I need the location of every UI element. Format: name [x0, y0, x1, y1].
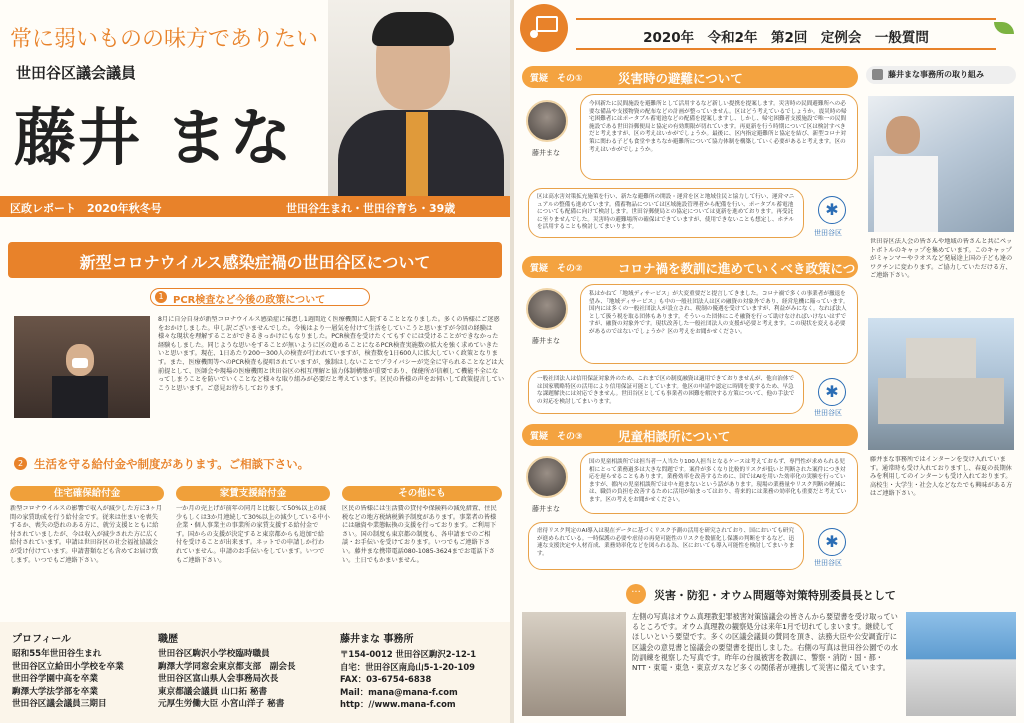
footer-info: [0, 622, 510, 723]
profile-line: 世田谷区議会議員三期目: [12, 699, 107, 709]
sidebar-title: 藤井まな事務所の取り組み: [888, 70, 984, 79]
lecture-icon: [520, 4, 568, 52]
career-line: 世田谷区富山県人会事務局次長: [158, 674, 279, 684]
career-block: [158, 630, 336, 711]
profile-block: [12, 630, 152, 711]
col-rent: [176, 486, 330, 617]
flood-drill-photo: [906, 612, 1016, 716]
sidebar-header: [866, 66, 1016, 84]
office-home: 自宅：世田谷区南烏山5-1-20-109: [340, 661, 475, 672]
q2-header: [522, 256, 858, 278]
setagaya-label: 世田谷区: [814, 559, 842, 567]
board-shape: [536, 16, 558, 32]
sec2-title: 生活を守る給付金や制度があります。ご相談下さい。: [34, 457, 310, 471]
portrait-tie: [406, 112, 428, 200]
profile-line: 昭和55年世田谷生まれ: [12, 649, 102, 659]
profile-line: 世田谷区立給田小学校を卒業: [12, 661, 124, 672]
left-page: [0, 0, 510, 723]
col-rent-body: 一か月の売上げが前年の同月と比較して50%以上の減少もしくは3か月連続して30%以上の減少している中小企業・個人事業主の事業所の家賃支援する給付金です。国からの支援が決定すると東京都からも追加で給付を受けることが出来ます。ネットでの申請しか行われていません。申請のお手伝いをしています。いつでもご連絡下さい。: [176, 505, 330, 564]
q1-response: 区は高水害対策拡充施策を行い、新たな避難所の開設・運営を区と地域住民と協力して行い、運営マニュアルの整備も進めています。備蓄物品については区域施設管理者から配備を行い、ポータブル蓄電池についても配備に向けて検討します。世田谷郵便局との協定については更新を進めております。再受託に至りませんでした。災害時の避難場所の確保はできていますが、使用できないことも想定し、ホテルを活用することも検討してまいります。: [528, 188, 804, 238]
profile-lines: [12, 648, 152, 711]
speaker-avatar: [526, 288, 568, 330]
speaker-suit: [52, 376, 108, 418]
q1-header: [522, 66, 858, 88]
sec1-title: PCR検査など今後の政策について: [173, 295, 326, 306]
q1-title: 災害時の避難について: [618, 71, 743, 86]
profile-head: プロフィール: [12, 634, 71, 645]
q3-title: 児童相談所について: [618, 429, 731, 444]
candidate-name: 藤井 まな: [14, 101, 294, 174]
profile-line: 駒澤大学法学部を卒業: [12, 686, 98, 697]
diet-tower: [906, 338, 976, 378]
sec2-number: 2: [14, 457, 27, 470]
setagaya-logo: ✱: [818, 196, 846, 224]
speaker-avatar: [526, 456, 568, 498]
q3-question: 国の児童相談所では担当者一人当たり100人担当となるケースは考えておらず、専門性が求められる児相にとって業務過多は大きな問題です。案件が多くなり比較的リスクが低いと判断された案件につき対応を遅らせることもあります。業務効率を改善するために、国ではAIを用いた効率化の実験を行っていますが、都内の児童相談所では中々進まないという話があります。現場の業務量やリスク判断の軽減には、職員の負担を改善するために活用が始まってはおり、将来的には業務の効率化も重要だと考えています。区の考えをお聞かせください。: [580, 452, 858, 514]
person-head: [530, 30, 538, 38]
sec2-header: [8, 454, 502, 474]
career-line: 元厚生労働大臣 小宮山洋子 秘書: [158, 699, 285, 709]
report-bar: [0, 196, 510, 217]
speaker-label: 藤井まな: [532, 149, 560, 157]
setagaya-logo: ✱: [818, 378, 846, 406]
career-lines: [158, 648, 336, 711]
speaker-label: 藤井まな: [532, 505, 560, 513]
q2-response: 一般社団法人は信用保証対象外のため、これまで区の制度融資は適用できておりませんが、他自治体では国家戦略特区の活用により信用保証可能としています。他区の申請や認定に時間を要するため、早急な課題解決には対応できません。世田谷区としても事業者の困難を解決する方策について、他の手法での対応を検討してまいります。: [528, 370, 804, 414]
q1-label: 質疑 その①: [530, 74, 583, 84]
portrait-photo: [328, 0, 510, 200]
col-housing-body: 新型コロナウイルスの影響で収入が減少した方に3ヶ月間の家賃助成を行う給付金です。従来は住まいを喪失するか、喪失の恐れのある方に、就労支援とともに給付されていましたが、今は収入が減少された方に広く給付されています。申請は世田谷区の社会福祉協議会が受け付けています。申請書類なども含めてお届け致します。いつでもご連絡下さい。: [10, 505, 163, 564]
career-line: 世田谷区駒沢小学校臨時職員: [158, 649, 270, 659]
assembly-photo: [14, 316, 150, 418]
office-fax: FAX：03-6754-6838: [340, 674, 432, 684]
dots-icon: ···: [626, 584, 646, 604]
office-block: [340, 630, 506, 711]
office-lines: [340, 648, 506, 711]
right-page: [514, 0, 1024, 723]
col-rent-head: 家賃支援給付金: [176, 486, 330, 501]
corona-banner: [8, 242, 502, 278]
q2-title: コロナ禍を教訓に進めていくべき政策につ: [618, 261, 856, 276]
volunteer-body: [874, 156, 938, 232]
office-mail: Mail：mana@mana-f.com: [340, 686, 458, 697]
setagaya-label: 世田谷区: [814, 229, 842, 237]
corona-title: 新型コロナウイルス感染症禍の世田谷区について: [79, 253, 431, 272]
col-housing-head: 住宅確保給付金: [10, 486, 164, 501]
q2-label: 質疑 その②: [530, 264, 583, 274]
committee-title: 災害・防犯・オウム問題等対策特別委員長として: [654, 589, 896, 602]
diet-building: [878, 378, 1004, 424]
q3-header: [522, 424, 858, 446]
caps-photo: [868, 96, 1014, 232]
profile-line: 世田谷学園中高を卒業: [12, 674, 98, 684]
header-band: [576, 18, 996, 50]
speaker-label: 藤井まな: [532, 337, 560, 345]
sidebar-text-caps: 世田谷区法人会の皆さんや地域の皆さんと共にペットボトルのキャップを集めています。このキャップがミャンマーやラオスなど発展途上国の子ども達のワクチンに変わります。ご協力していただける方、ご連絡下さい。: [870, 238, 1013, 280]
role-title: 世田谷区議会議員: [16, 64, 137, 82]
portrait-hair: [372, 12, 454, 46]
sec1-header: [150, 288, 370, 306]
committee-body: 左側の写真はオウム真理教犯罪被害対策協議会の皆さんから要望書を受け取っているところです。オウム真理教の観察処分は来年1月で切れてしまいます。継続してほしいという要望です。多くの区議会議員の賛同を頂き、法務大臣や公安調査庁に区議会の意見書と協議会の要望書を提出しました。右側の写真は世田谷公園での水防訓練を視察した写真です。昨年の台風被害を教訓に、警察・消防・国・都・NTT・東電・東急・東京ガスなど多くの関係者が連携して災害に備えています。: [632, 612, 898, 673]
q1-question: 今回新たに民間施設を避難所として活用するなど新しい提携を提案します。災害時の民間避難所への必要な備品や支援物資の配布などの計画が整っていません。区はどう考えているでしょうか。震災時の帰宅困難者にはポータブル蓄電池などの配備を提案しますし、しかし、帰宅困難者支援施設で唯一の民間施設である世田谷郵便局と協定の有効期限が切れています。再更新を行う時期について区は検討すべきだと考えますが、区の考えはいかがでしょうか。最後に、区内指定避難所と協定を結び、新型コロナ対策に関わる子ども食堂やまちなか避難所について協力体制を構築していく必要があると考えます。区の考えはいかがでしょうか。: [580, 94, 858, 180]
header-title: 2020年 令和2年 第2回 定例会 一般質問: [643, 30, 929, 46]
birthplace-label: 世田谷生まれ・世田谷育ち・39歳: [286, 202, 456, 215]
office-head: 藤井まな 事務所: [340, 634, 414, 645]
q2-question: 私はかねて「地域ディサービス」が大変重要だと提言してきました。コロナ禍で多くの事業者が撤退を望み、「地域ディサービス」も中の一般社団法人は区の融資の対象外であり、経営危機に陥っています。国内には多くの一般社団法人が設立され、税制の優遇を受けていますが、利益がみになく。なれば法人として扱う税を取る団体もあります。そういった団体にこそ融資を行って助けなければいけないはずですが、融資の対象外です。現状改善した一般社団法人の支援が必要と考えます。この現状を変える必要があるのではないでしょうか？区の考えをお聞かせください。: [580, 284, 858, 364]
career-head: 職歴: [158, 634, 178, 645]
volunteer-face: [886, 116, 920, 154]
col-other-body: 区民の皆様には生活費の貸付や保険料の減免措置、住民税などの地方税納税猶予制度があります。事業者の皆様には融資や業態転換の支援を行っております。ご利用下さい。国の制度も東京都の制度も、各申請までのご相談・お手伝いを受けております。いつでもご連絡下さい。藤井まな携帯電話080-1085-3624までお電話下さい。土日でもかまいません。: [342, 505, 497, 564]
career-line: 駒澤大学同窓会東京都支部 副会長: [158, 661, 296, 672]
slogan: 常に弱いものの味方でありたい: [10, 27, 319, 52]
office-address: 〒154-0012 世田谷区駒沢2-12-1: [340, 649, 477, 659]
career-line: 東京都議会議員 山口拓 秘書: [158, 686, 268, 697]
speaker-avatar: [526, 100, 568, 142]
sec1-body: 8月に自分自身が新型コロナウイルス感染症に罹患し1週間近く医療機関に入院することとなりました。多くの皆様にご迷惑をおかけしました。申し訳ございませんでした。今後はより一層気を付けて生活をしていこうと思いますが今回の経験は様々な現状を理解することができるきっかけにもなりました。PCR検査を受けたくてもすぐには受けることができなかった経験もしました。同じような思いをすることが無いように区の進めることになるPCR検査実施数の拡大を強く求めていきたいと思います。現在、1日あたり200～300人の検査が行われていますが、検査数を1日600人に拡大していく政策となります。また、医療機関等へのPCR検査も提唱されていますが、強制はしないことでプライバシーが完全に守られることなどは大前提として、医師会や現場の医療機関と世田谷区の相互理解と協力体制構築が重要であり、保健所が信頼して機能不全になってしまうことを防いでいくことなど様々な取り組みが必要だと考えています。区民の皆様の声をお伺いして政策提言していこうと思います。ご意見お待ちしております。: [158, 316, 504, 392]
col-other: [342, 486, 502, 617]
setagaya-label: 世田谷区: [814, 409, 842, 417]
setagaya-logo: ✱: [818, 528, 846, 556]
leaf-icon: [994, 22, 1014, 34]
q3-label: 質疑 その③: [530, 432, 583, 442]
col-housing: [10, 486, 164, 617]
sec1-number: 1: [155, 291, 167, 303]
clipboard-icon: [872, 69, 883, 80]
petition-photo: [522, 612, 626, 716]
col-other-head: その他にも: [342, 486, 502, 501]
diet-photo: [868, 318, 1014, 450]
committee-header: [626, 584, 1016, 604]
sidebar-text-intern: 藤井まな事務所ではインターンを受け入れています。通常時も受け入れておりますし、春夏の長期休みを利用してのインターンも受け入れております。高校生・大学生・社会人などなたでも興味がある方はご連絡下さい。: [870, 456, 1013, 498]
mask: [72, 358, 88, 368]
report-label: 区政レポート 2020年秋冬号: [10, 202, 162, 215]
q3-response: 虐待リスク判定のAI導入は現在データに基づくリスク予測の活用を研究されており、国においても研究が進められている。一時保護の必要や虐待の再発可能性のリスクを数値化し保護の判断をするなど、迅速な支援決定や人材育成、業務効率化などを図られる為、区においても導入可能性を検討してまいります。: [528, 522, 804, 570]
office-url: http：//www.mana-f.com: [340, 699, 456, 709]
